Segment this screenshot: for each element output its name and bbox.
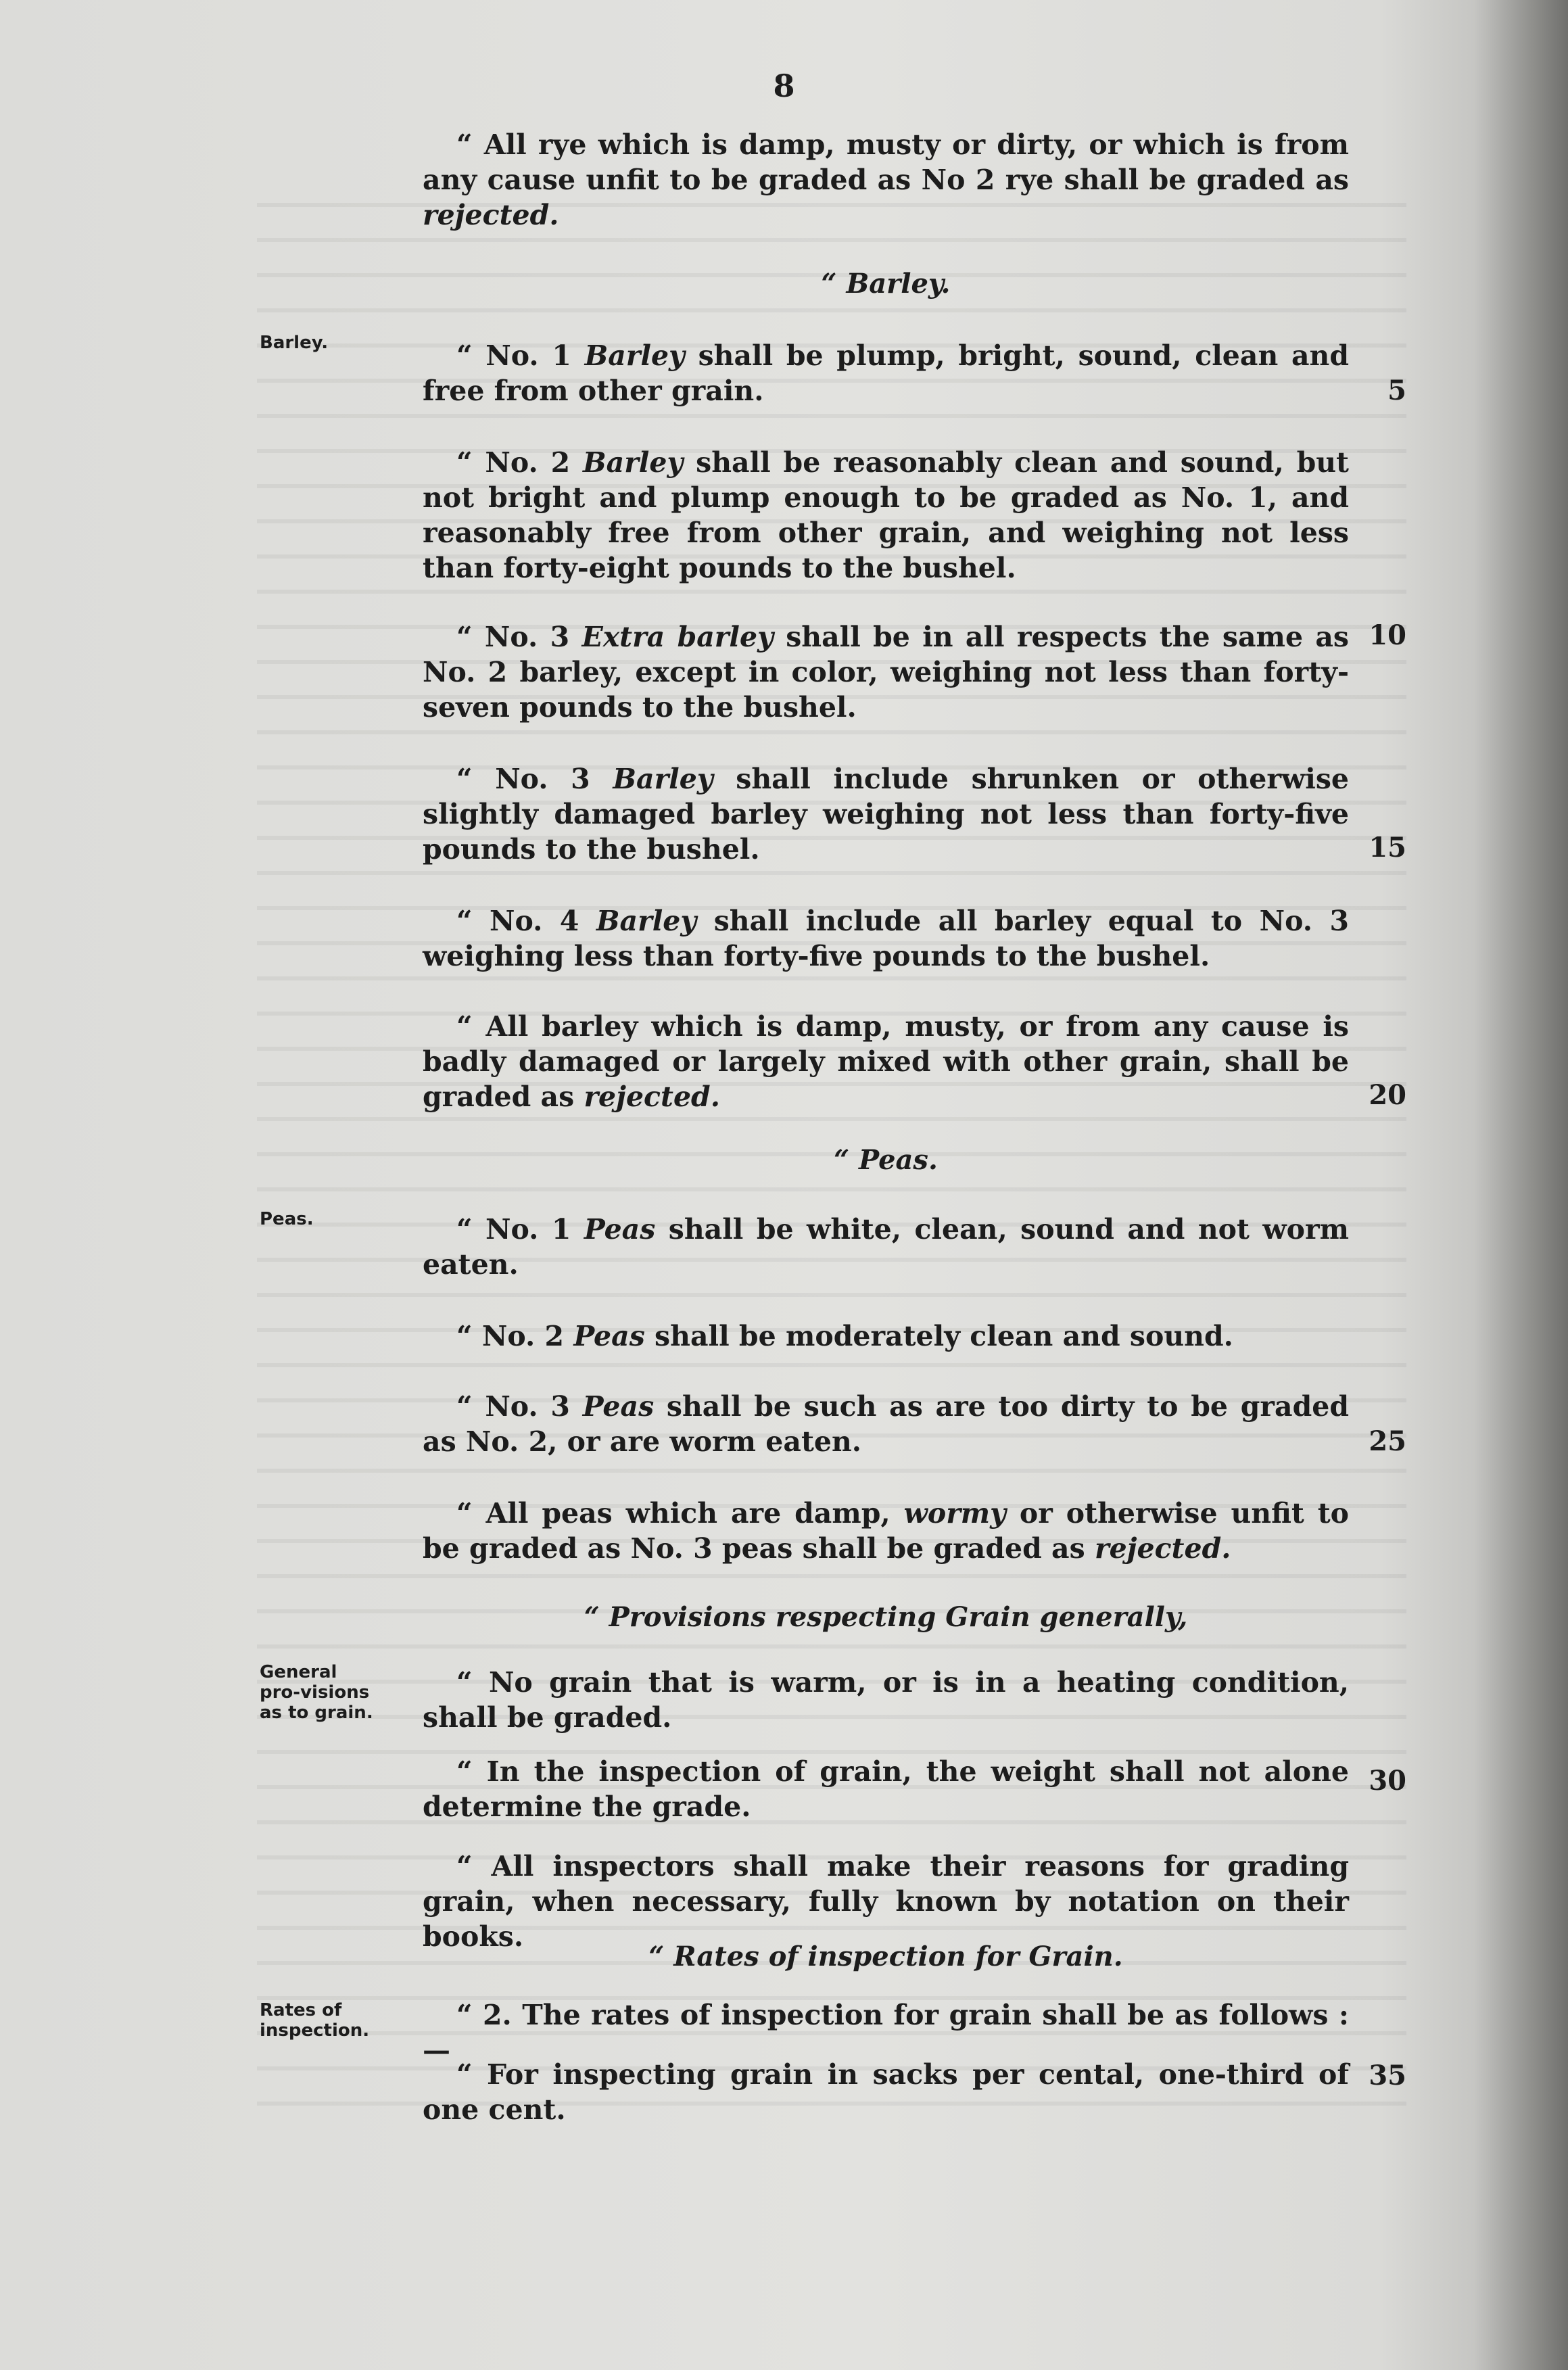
italic-term: Peas bbox=[582, 1390, 655, 1423]
paragraph-rates-intro: “ 2. The rates of inspection for grain shall be as follows :— bbox=[423, 1999, 1349, 2066]
italic-term: wormy bbox=[903, 1497, 1007, 1530]
paragraph-rye-rejected bbox=[423, 127, 1349, 233]
italic-term: Extra barley bbox=[581, 621, 774, 653]
section-heading-barley: “ Barley. bbox=[821, 268, 951, 300]
paragraph-text: shall be white, clean, sound and not worm eaten. bbox=[423, 1213, 1350, 1281]
line-number-25: 25 bbox=[1369, 1425, 1406, 1457]
italic-term: Barley bbox=[613, 763, 713, 795]
section-heading-rates: “ Rates of inspection for Grain. bbox=[648, 1941, 1123, 1972]
paragraph-text: or otherwise unfit to be graded as No. 3 peas shall be graded as bbox=[423, 1497, 1349, 1565]
line-number-15: 15 bbox=[1369, 832, 1406, 863]
paragraph-text: “ No. 1 bbox=[456, 339, 585, 372]
line-number-5: 5 bbox=[1387, 375, 1406, 406]
line-number-20: 20 bbox=[1369, 1079, 1406, 1111]
paragraph-text: shall be such as are too dirty to be graded as No. 2, or are worm eaten. bbox=[423, 1390, 1349, 1458]
italic-term: Peas bbox=[584, 1213, 656, 1246]
paragraph-text: “ All barley which is damp, musty, or from any cause is badly damaged or largely mixed with other grain, shall be graded as bbox=[423, 1010, 1349, 1113]
paragraph-text: shall be moderately clean and sound. bbox=[644, 1320, 1233, 1352]
paragraph-peas-rejected bbox=[423, 1496, 1349, 1566]
paragraph-peas-2 bbox=[423, 1319, 1349, 1354]
italic-term: Barley bbox=[584, 339, 685, 372]
paragraph-text: “ No. 4 bbox=[456, 905, 596, 937]
paragraph-text: shall include all barley equal to No. 3 weighing less than forty-five pounds to the bushel. bbox=[423, 905, 1350, 972]
line-number-30: 30 bbox=[1369, 1765, 1406, 1797]
paragraph-text: “ No. 1 bbox=[456, 1213, 584, 1246]
italic-term: Barley bbox=[596, 905, 697, 937]
paragraph-barley-3 bbox=[423, 761, 1349, 867]
paragraph-general-weight: “ In the inspection of grain, the weight shall not alone determine the grade. bbox=[423, 1755, 1349, 1823]
paragraph-text: shall be in all respects the same as No. 2 barley, except in color, weighing not less than forty-seven pounds to the bushel. bbox=[423, 621, 1349, 724]
italic-term: rejected. bbox=[584, 1081, 720, 1113]
margin-note-rates: Rates of inspection. bbox=[260, 2000, 370, 2041]
paragraph-text: shall be reasonably clean and sound, but not bright and plump enough to be graded as No. 1, and reasonably free from other grain, and weighing not less than forty-eight pounds to the bushel. bbox=[423, 446, 1349, 584]
paragraph-text: “ All peas which are damp, bbox=[456, 1497, 904, 1530]
paragraph-general-warm: “ No grain that is warm, or is in a heating condition, shall be graded. bbox=[423, 1666, 1349, 1734]
paragraph-general-reasons: “ All inspectors shall make their reasons for grading grain, when necessary, fully known by notation on their books. bbox=[423, 1850, 1349, 1953]
paragraph-barley-1 bbox=[423, 338, 1349, 408]
section-heading-provisions: “ Provisions respecting Grain generally, bbox=[584, 1601, 1188, 1633]
paragraph-barley-3-extra bbox=[423, 619, 1349, 725]
margin-note-peas: Peas. bbox=[260, 1209, 314, 1229]
paragraph-barley-4 bbox=[423, 903, 1349, 974]
paragraph-text: “ All rye which is damp, musty or dirty, or which is from any cause unfit to be graded as No 2 rye shall be graded as bbox=[423, 128, 1349, 196]
paragraph-text: shall be plump, bright, sound, clean and free from other grain. bbox=[423, 339, 1349, 407]
paragraph-text: “ No. 3 bbox=[456, 621, 582, 653]
section-heading-peas: “ Peas. bbox=[834, 1144, 938, 1176]
paragraph-text: “ No. 2 bbox=[456, 1320, 574, 1352]
line-number-35: 35 bbox=[1369, 2060, 1406, 2091]
italic-term: rejected. bbox=[423, 199, 559, 231]
paragraph-peas-3 bbox=[423, 1389, 1349, 1459]
paragraph-peas-1 bbox=[423, 1212, 1349, 1282]
page-number: 8 bbox=[773, 68, 795, 104]
margin-note-general: General pro-visions as to grain. bbox=[260, 1662, 373, 1723]
paragraph-rates-sacks: “ For inspecting grain in sacks per cental, one-third of one cent. bbox=[423, 2058, 1349, 2126]
italic-term: rejected. bbox=[1094, 1532, 1231, 1565]
paragraph-text: “ No. 3 bbox=[456, 1390, 583, 1423]
paragraph-text: shall include shrunken or otherwise slightly damaged barley weighing not less than forty-five pounds to the bushel. bbox=[423, 763, 1349, 866]
paragraph-barley-rejected bbox=[423, 1009, 1349, 1114]
italic-term: Barley bbox=[582, 446, 684, 479]
paragraph-text: “ No. 3 bbox=[456, 763, 613, 795]
paragraph-barley-2 bbox=[423, 445, 1349, 586]
italic-term: Peas bbox=[573, 1320, 645, 1352]
margin-note-barley: Barley. bbox=[260, 333, 329, 353]
line-number-10: 10 bbox=[1369, 619, 1406, 651]
paragraph-text: “ No. 2 bbox=[456, 446, 583, 479]
